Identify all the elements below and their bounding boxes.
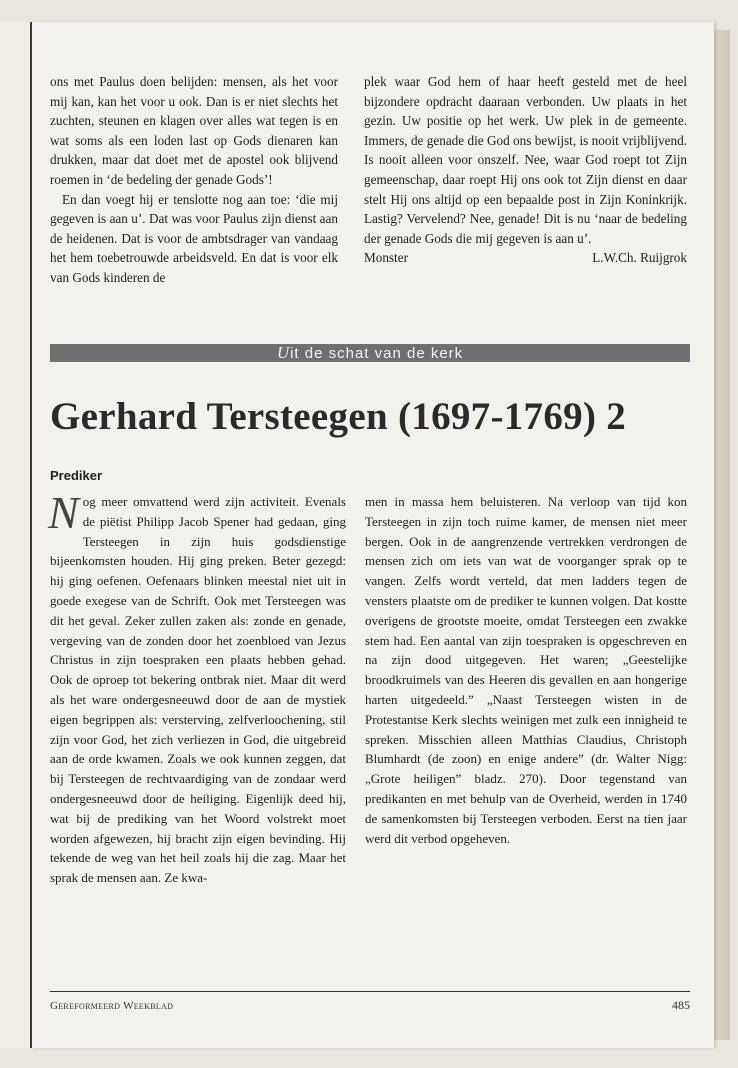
bottom-left-column xyxy=(48,487,346,888)
drop-cap: N xyxy=(48,487,79,538)
bottom-right-column xyxy=(365,492,687,848)
section-banner xyxy=(50,344,690,362)
article-title: Gerhard Tersteegen (1697-1769) 2 xyxy=(50,395,627,438)
section-subheading: Prediker xyxy=(50,468,103,483)
top-left-column xyxy=(50,72,338,288)
top-left-paragraph-1: ons met Paulus doen belijden: mensen, als het voor mij kan, kan het voor u ook. Dan is er niet slechts het zuchten, steunen en klagen over alles wat tegen is en wat soms als een loden last op Gods dienaren kan drukken, maar dat doet met de apostel ook blijvend roemen in ‘de bedeling der genade Gods’! xyxy=(50,74,338,187)
signature-row xyxy=(364,248,687,268)
footer-divider xyxy=(50,991,690,992)
bottom-left-paragraph: og meer omvattend werd zijn activiteit. Evenals de piëtist Philipp Jacob Spener had gedaan, ging Tersteegen in zijn huis godsdienstige bijeenkomsten houden. Hij ging preken. Beter gezegd: hij ging oefenen. Oefenaars blinken meestal niet uit in goede exegese van de Schrift. Ook met Tersteegen was dit het geval. Zeker zullen zaken als: zonde en genade, vergeving van de zonden door het zoenbloed van Jezus Christus in zijn toespraken een plaats hebben gehad. Ook de oproep tot bekering ontbrak niet. Maar dit werd als het ware ondergesneeuwd door de aan de mystiek eigen begrippen als: versterving, zelfverloochening, stil zijn voor God, het zich verliezen in God, die uitgebreid aan de orde kwamen. Zoals we ook kunnen zeggen, dat bij Tersteegen de rechtvaardiging van de zondaar werd ondergesneeuwd door de heiliging. Eigenlijk deed hij, wat bij de prediking van het Woord volstrekt moet worden afgewezen, hij bracht zijn eigen bevinding. Hij tekende de weg van het heil zoals hij die zag. Maar het sprak de mensen aan. Ze kwa- xyxy=(50,494,346,886)
signature-place: Monster xyxy=(364,250,408,266)
top-left-paragraph-2: En dan voegt hij er tenslotte nog aan toe: ‘die mij gegeven is aan u’. Dat was voor Paulus zijn dienst aan de heidenen. Dat is voor de ambtsdrager van vandaag het hem toebetrouwde arbeidsveld. En dat is voor elk van Gods kinderen de xyxy=(50,191,338,285)
signature-name: L.W.Ch. Ruijgrok xyxy=(592,250,687,266)
previous-page-edge xyxy=(0,22,32,1048)
banner-initial: U xyxy=(276,343,291,362)
magazine-page xyxy=(32,22,714,1048)
banner-text: it de schat van de kerk xyxy=(290,345,464,362)
top-right-paragraph: plek waar God hem of haar heeft gesteld met de heel bijzondere opdracht daaraan verbonden. Uw plaats in het gezin. Uw positie op het werk. Uw plek in de gemeente. Immers, de genade die God ons bewijst, is nooit vrijblijvend. Is nooit alleen voor onszelf. Nee, waar God roept tot Zijn gemeenschap, daar roept Hij ons ook tot Zijn dienst en daar stelt Hij ons altijd op een bepaalde post in Zijn Koninkrijk. Lastig? Vervelend? Nee, genade! Dit is nu ‘naar de bedeling der genade Gods die mij gegeven is aan u’. xyxy=(364,74,687,246)
publication-name: Gereformeerd Weekblad xyxy=(50,1000,174,1012)
page-stack-edge xyxy=(714,30,730,1040)
top-right-column xyxy=(364,72,687,268)
bottom-right-paragraph: men in massa hem beluisteren. Na verloop van tijd kon Tersteegen in zijn toch ruime kamer, de mensen niet meer bergen. Ook in de aangrenzende vertrekken verdrongen de mensen zich om iets van wat de voorganger sprak op te vangen. Zelfs wordt verteld, dat men ladders tegen de vensters plaatste om de prediker te kunnen volgen. Dat kostte overigens de grootste moeite, omdat Tersteegen een zwakke stem had. Een aantal van zijn toespraken is opgeschreven en na zijn dood uitgegeven. Het waren; „Geestelijke broodkruimels van des Heeren dis gevallen en aan hongerige harten uitgedeeld.” „Naast Tersteegen wisten in de Protestantse Kerk slechts weinigen met zulk een innigheid te spreken. Misschien alleen Matthias Claudius, Christoph Blumhardt (de zoon) en enige andere” (dr. Walter Nigg: „Grote heiligen” bladz. 270). Door tegenstand van predikanten en met behulp van de Overheid, werden in 1740 de samenkomsten bij Tersteegen verboden. Eerst na tien jaar werd dit verbod opgeheven. xyxy=(365,494,687,846)
page-number: 485 xyxy=(672,998,690,1012)
